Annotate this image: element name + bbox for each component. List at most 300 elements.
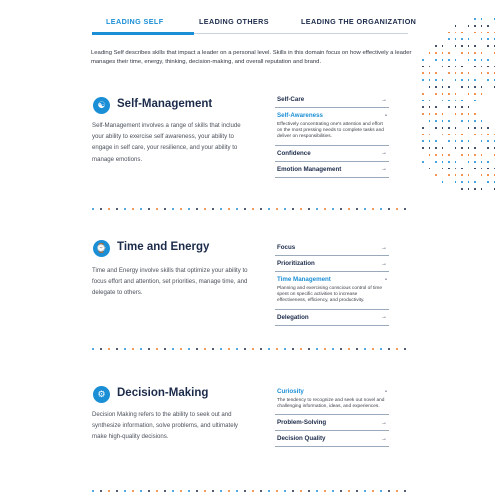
decorative-dot bbox=[292, 490, 294, 492]
accordion-item-label: Decision Quality bbox=[277, 435, 326, 443]
decorative-dot bbox=[435, 93, 437, 95]
decorative-dot bbox=[455, 72, 457, 74]
decorative-dot bbox=[340, 490, 342, 492]
decorative-dot bbox=[448, 120, 450, 122]
decorative-dot bbox=[442, 181, 444, 183]
decorative-dot bbox=[220, 490, 222, 492]
decorative-dot bbox=[435, 120, 437, 122]
accordion-item-label: Time Management bbox=[277, 276, 331, 283]
decorative-dot bbox=[481, 66, 483, 68]
decorative-dot bbox=[356, 348, 358, 350]
decorative-dot bbox=[474, 154, 476, 156]
accordion-item-time-management[interactable] bbox=[275, 272, 389, 310]
decorative-dot bbox=[324, 490, 326, 492]
decorative-dot bbox=[284, 490, 286, 492]
decorative-dot bbox=[196, 348, 198, 350]
decorative-dot bbox=[481, 120, 483, 122]
decorative-dot bbox=[276, 348, 278, 350]
decorative-dot bbox=[448, 106, 450, 108]
arrow-right-icon: → bbox=[381, 150, 387, 157]
decorative-dot bbox=[455, 106, 457, 108]
accordion-item-problem-solving[interactable] bbox=[275, 415, 389, 431]
decorative-dot bbox=[228, 490, 230, 492]
decorative-dot bbox=[340, 348, 342, 350]
decorative-dot bbox=[442, 113, 444, 115]
decorative-dot bbox=[284, 208, 286, 210]
decorative-dot bbox=[316, 208, 318, 210]
decorative-dot bbox=[132, 348, 134, 350]
decorative-dot bbox=[435, 161, 437, 163]
decorative-dot bbox=[468, 106, 470, 108]
decorative-dot bbox=[442, 52, 444, 54]
decorative-dot bbox=[429, 86, 431, 88]
decorative-dot bbox=[435, 59, 437, 61]
self-management-icon: ☯ bbox=[93, 97, 110, 114]
decorative-dot bbox=[468, 188, 470, 190]
decorative-dot bbox=[276, 490, 278, 492]
decorative-dot bbox=[124, 348, 126, 350]
decorative-dot bbox=[494, 52, 496, 54]
section-divider bbox=[92, 348, 410, 351]
skills-accordion bbox=[275, 92, 389, 178]
decorative-dot bbox=[435, 45, 437, 47]
decorative-dot bbox=[244, 348, 246, 350]
decorative-dot bbox=[474, 100, 476, 102]
decorative-dot bbox=[448, 161, 450, 163]
decorative-dot bbox=[468, 113, 470, 115]
decorative-dot bbox=[220, 208, 222, 210]
decorative-dot bbox=[448, 140, 450, 142]
decorative-dot bbox=[372, 490, 374, 492]
decorative-dot bbox=[461, 38, 463, 40]
section-description: Time and Energy involve skills that optimize your ability to focus effort and attention, set priorities, manage time, and delegate to others. bbox=[92, 267, 248, 297]
decorative-dot bbox=[388, 490, 390, 492]
decorative-dot bbox=[481, 134, 483, 136]
accordion-item-label: Problem-Solving bbox=[277, 419, 327, 427]
decorative-dot bbox=[448, 86, 450, 88]
section-divider bbox=[92, 208, 410, 211]
decorative-dot bbox=[196, 208, 198, 210]
decorative-dot bbox=[487, 32, 489, 34]
decorative-dot bbox=[196, 490, 198, 492]
decorative-dot bbox=[474, 147, 476, 149]
decorative-dot bbox=[132, 208, 134, 210]
decorative-dot bbox=[461, 168, 463, 170]
decorative-dot bbox=[481, 18, 483, 20]
decorative-dot bbox=[455, 100, 457, 102]
decorative-dot bbox=[448, 127, 450, 129]
decorative-dot bbox=[348, 490, 350, 492]
decorative-dot bbox=[468, 93, 470, 95]
decorative-dot bbox=[455, 168, 457, 170]
decorative-dot bbox=[324, 348, 326, 350]
section-decision-making bbox=[91, 383, 409, 483]
decorative-dot bbox=[474, 93, 476, 95]
accordion-item-delegation[interactable] bbox=[275, 310, 389, 326]
arrow-right-icon: → bbox=[381, 435, 387, 442]
decorative-dot bbox=[487, 72, 489, 74]
decorative-dot bbox=[422, 134, 424, 136]
decorative-dot bbox=[268, 348, 270, 350]
decorative-dot bbox=[494, 18, 496, 20]
decorative-dot bbox=[442, 100, 444, 102]
decorative-dot bbox=[455, 161, 457, 163]
decorative-dot bbox=[435, 79, 437, 81]
decorative-dot bbox=[204, 490, 206, 492]
decorative-dot bbox=[461, 181, 463, 183]
decorative-dot bbox=[429, 100, 431, 102]
time-energy-icon: ⌚ bbox=[93, 240, 110, 257]
decorative-dot bbox=[148, 208, 150, 210]
decorative-dot bbox=[461, 147, 463, 149]
decorative-dot bbox=[474, 168, 476, 170]
decision-making-icon: ⚙ bbox=[93, 386, 110, 403]
decorative-dot bbox=[442, 93, 444, 95]
decorative-dot bbox=[468, 86, 470, 88]
decorative-dot bbox=[404, 348, 406, 350]
decorative-dot bbox=[252, 208, 254, 210]
accordion-item-emotion-management[interactable] bbox=[275, 162, 389, 178]
decorative-dot bbox=[429, 79, 431, 81]
decorative-dot bbox=[474, 59, 476, 61]
decorative-dot bbox=[442, 45, 444, 47]
accordion-item-label: Confidence bbox=[277, 149, 311, 157]
decorative-dot bbox=[455, 25, 457, 27]
decorative-dot bbox=[442, 127, 444, 129]
decorative-dot bbox=[396, 348, 398, 350]
decorative-dot bbox=[364, 208, 366, 210]
decorative-dot bbox=[474, 52, 476, 54]
arrow-right-icon: → bbox=[381, 244, 387, 251]
tab-leading-others[interactable]: LEADING OTHERS bbox=[199, 17, 269, 26]
arrow-right-icon: → bbox=[381, 166, 387, 173]
decorative-dot bbox=[494, 140, 496, 142]
decorative-dot bbox=[494, 134, 496, 136]
decorative-dot bbox=[468, 120, 470, 122]
decorative-dot bbox=[461, 134, 463, 136]
decorative-dot bbox=[494, 181, 496, 183]
decorative-dot bbox=[435, 147, 437, 149]
decorative-dot bbox=[116, 490, 118, 492]
decorative-dot bbox=[220, 348, 222, 350]
decorative-dot bbox=[481, 72, 483, 74]
decorative-dot bbox=[494, 154, 496, 156]
accordion-item-prioritization[interactable] bbox=[275, 256, 389, 272]
decorative-dot bbox=[332, 208, 334, 210]
decorative-dot bbox=[468, 38, 470, 40]
decorative-dot bbox=[468, 161, 470, 163]
decorative-dot bbox=[494, 45, 496, 47]
decorative-dot bbox=[448, 72, 450, 74]
decorative-dot bbox=[204, 208, 206, 210]
decorative-dot bbox=[455, 127, 457, 129]
accordion-item-self-care[interactable] bbox=[275, 92, 389, 108]
accordion-item-label: Delegation bbox=[277, 313, 309, 321]
decorative-dot bbox=[292, 208, 294, 210]
decorative-dot bbox=[442, 120, 444, 122]
decorative-dot bbox=[448, 38, 450, 40]
decorative-dot bbox=[455, 113, 457, 115]
decorative-dot bbox=[474, 181, 476, 183]
decorative-dot bbox=[340, 208, 342, 210]
decorative-dot bbox=[429, 66, 431, 68]
decorative-dot bbox=[487, 79, 489, 81]
decorative-dot bbox=[494, 188, 496, 190]
decorative-dot bbox=[494, 174, 496, 176]
decorative-dot bbox=[324, 208, 326, 210]
decorative-dot bbox=[474, 120, 476, 122]
decorative-dot bbox=[140, 348, 142, 350]
decorative-dot bbox=[422, 140, 424, 142]
decorative-dot bbox=[494, 66, 496, 68]
decorative-dot bbox=[228, 348, 230, 350]
section-title: Self-Management bbox=[117, 98, 213, 110]
decorative-dot bbox=[372, 348, 374, 350]
decorative-dot bbox=[487, 66, 489, 68]
accordion-item-label: Curiosity bbox=[277, 388, 304, 395]
decorative-dot bbox=[252, 348, 254, 350]
decorative-dot bbox=[156, 490, 158, 492]
skills-accordion bbox=[275, 384, 389, 447]
decorative-dot bbox=[474, 45, 476, 47]
decorative-dot bbox=[494, 32, 496, 34]
decorative-dot bbox=[468, 127, 470, 129]
decorative-dot bbox=[300, 208, 302, 210]
decorative-dot bbox=[468, 52, 470, 54]
decorative-dot bbox=[461, 72, 463, 74]
decorative-dot bbox=[180, 208, 182, 210]
decorative-dot bbox=[435, 86, 437, 88]
decorative-dot bbox=[487, 174, 489, 176]
decorative-dot bbox=[448, 66, 450, 68]
tab-leading-the-organization[interactable]: LEADING THE ORGANIZATION bbox=[301, 17, 417, 26]
arrow-right-icon: → bbox=[381, 314, 387, 321]
decorative-dot bbox=[455, 59, 457, 61]
decorative-dot bbox=[422, 79, 424, 81]
accordion-item-label: Focus bbox=[277, 244, 296, 251]
decorative-dot bbox=[448, 59, 450, 61]
decorative-dot bbox=[132, 490, 134, 492]
decorative-dot bbox=[252, 490, 254, 492]
decorative-dot bbox=[435, 106, 437, 108]
decorative-dot bbox=[455, 32, 457, 34]
decorative-dot bbox=[481, 52, 483, 54]
decorative-dot bbox=[429, 154, 431, 156]
decorative-dot bbox=[124, 490, 126, 492]
decorative-dot bbox=[487, 134, 489, 136]
decorative-dot bbox=[228, 208, 230, 210]
decorative-dot bbox=[487, 161, 489, 163]
decorative-dot bbox=[435, 72, 437, 74]
decorative-dot bbox=[481, 32, 483, 34]
decorative-dot bbox=[481, 174, 483, 176]
decorative-dot bbox=[468, 79, 470, 81]
decorative-dot bbox=[108, 208, 110, 210]
decorative-dot bbox=[236, 208, 238, 210]
arrow-right-icon: → bbox=[381, 96, 387, 103]
decorative-dot bbox=[180, 348, 182, 350]
decorative-dot bbox=[435, 174, 437, 176]
decorative-dot bbox=[164, 490, 166, 492]
decorative-dot bbox=[316, 490, 318, 492]
decorative-dot bbox=[448, 174, 450, 176]
section-time-and-energy bbox=[91, 237, 409, 337]
decorative-dot bbox=[468, 174, 470, 176]
decorative-dot bbox=[140, 208, 142, 210]
decorative-dot bbox=[348, 208, 350, 210]
decorative-dot bbox=[468, 181, 470, 183]
decorative-dot-pattern bbox=[422, 18, 500, 198]
decorative-dot bbox=[429, 106, 431, 108]
accordion-item-label: Self-Care bbox=[277, 96, 305, 103]
decorative-dot bbox=[422, 127, 424, 129]
decorative-dot bbox=[435, 154, 437, 156]
decorative-dot bbox=[468, 59, 470, 61]
decorative-dot bbox=[494, 38, 496, 40]
decorative-dot bbox=[461, 32, 463, 34]
decorative-dot bbox=[474, 188, 476, 190]
decorative-dot bbox=[455, 93, 457, 95]
decorative-dot bbox=[461, 79, 463, 81]
active-tab-indicator bbox=[92, 32, 194, 35]
decorative-dot bbox=[461, 174, 463, 176]
decorative-dot bbox=[481, 59, 483, 61]
decorative-dot bbox=[148, 348, 150, 350]
decorative-dot bbox=[481, 38, 483, 40]
decorative-dot bbox=[481, 188, 483, 190]
decorative-dot bbox=[92, 208, 94, 210]
decorative-dot bbox=[236, 348, 238, 350]
decorative-dot bbox=[461, 154, 463, 156]
decorative-dot bbox=[448, 100, 450, 102]
decorative-dot bbox=[180, 490, 182, 492]
decorative-dot bbox=[487, 127, 489, 129]
decorative-dot bbox=[236, 490, 238, 492]
decorative-dot bbox=[468, 154, 470, 156]
decorative-dot bbox=[448, 134, 450, 136]
decorative-dot bbox=[468, 140, 470, 142]
decorative-dot bbox=[284, 348, 286, 350]
decorative-dot bbox=[422, 147, 424, 149]
decorative-dot bbox=[481, 154, 483, 156]
decorative-dot bbox=[292, 348, 294, 350]
decorative-dot bbox=[429, 120, 431, 122]
decorative-dot bbox=[481, 86, 483, 88]
decorative-dot bbox=[422, 106, 424, 108]
decorative-dot bbox=[429, 72, 431, 74]
decorative-dot bbox=[455, 66, 457, 68]
decorative-dot bbox=[364, 490, 366, 492]
decorative-dot bbox=[164, 208, 166, 210]
decorative-dot bbox=[100, 490, 102, 492]
decorative-dot bbox=[455, 45, 457, 47]
domain-tabs bbox=[92, 10, 417, 34]
decorative-dot bbox=[308, 490, 310, 492]
decorative-dot bbox=[108, 348, 110, 350]
decorative-dot bbox=[422, 72, 424, 74]
decorative-dot bbox=[380, 490, 382, 492]
decorative-dot bbox=[188, 208, 190, 210]
decorative-dot bbox=[448, 154, 450, 156]
decorative-dot bbox=[429, 113, 431, 115]
decorative-dot bbox=[404, 490, 406, 492]
decorative-dot bbox=[487, 25, 489, 27]
arrow-right-icon: → bbox=[381, 419, 387, 426]
decorative-dot bbox=[148, 490, 150, 492]
accordion-item-self-awareness[interactable] bbox=[275, 108, 389, 146]
decorative-dot bbox=[188, 490, 190, 492]
accordion-item-focus[interactable] bbox=[275, 240, 389, 256]
decorative-dot bbox=[474, 127, 476, 129]
decorative-dot bbox=[461, 86, 463, 88]
decorative-dot bbox=[140, 490, 142, 492]
decorative-dot bbox=[332, 490, 334, 492]
accordion-item-curiosity[interactable] bbox=[275, 384, 389, 415]
decorative-dot bbox=[308, 348, 310, 350]
minus-icon: - bbox=[385, 388, 387, 395]
skills-accordion bbox=[275, 240, 389, 326]
tab-leading-self[interactable]: LEADING SELF bbox=[106, 17, 164, 26]
decorative-dot bbox=[487, 181, 489, 183]
decorative-dot bbox=[494, 86, 496, 88]
decorative-dot bbox=[380, 348, 382, 350]
decorative-dot bbox=[212, 208, 214, 210]
accordion-item-decision-quality[interactable] bbox=[275, 431, 389, 447]
section-description: Decision Making refers to the ability to seek out and synthesize information, solve problems, and ultimately make high-quality decisions. bbox=[92, 411, 238, 441]
decorative-dot bbox=[474, 25, 476, 27]
decorative-dot bbox=[461, 188, 463, 190]
arrow-right-icon: → bbox=[381, 260, 387, 267]
decorative-dot bbox=[435, 140, 437, 142]
decorative-dot bbox=[455, 181, 457, 183]
accordion-item-confidence[interactable] bbox=[275, 146, 389, 162]
decorative-dot bbox=[429, 140, 431, 142]
decorative-dot bbox=[260, 490, 262, 492]
decorative-dot bbox=[442, 134, 444, 136]
decorative-dot bbox=[442, 59, 444, 61]
decorative-dot bbox=[474, 113, 476, 115]
decorative-dot bbox=[188, 348, 190, 350]
decorative-dot bbox=[164, 348, 166, 350]
decorative-dot bbox=[116, 348, 118, 350]
decorative-dot bbox=[455, 38, 457, 40]
decorative-dot bbox=[422, 93, 424, 95]
section-title: Time and Energy bbox=[117, 241, 210, 253]
decorative-dot bbox=[422, 66, 424, 68]
decorative-dot bbox=[461, 100, 463, 102]
accordion-item-label: Prioritization bbox=[277, 260, 315, 267]
accordion-item-description: Effectively concentrating one's attention and effort on the most pressing needs to complete tasks and deliver on responsibilities. bbox=[277, 122, 384, 140]
minus-icon: - bbox=[385, 276, 387, 283]
decorative-dot bbox=[474, 18, 476, 20]
decorative-dot bbox=[388, 208, 390, 210]
accordion-item-label: Emotion Management bbox=[277, 165, 342, 173]
decorative-dot bbox=[487, 38, 489, 40]
decorative-dot bbox=[494, 72, 496, 74]
decorative-dot bbox=[487, 168, 489, 170]
decorative-dot bbox=[461, 66, 463, 68]
decorative-dot bbox=[348, 348, 350, 350]
decorative-dot bbox=[380, 208, 382, 210]
decorative-dot bbox=[481, 140, 483, 142]
decorative-dot bbox=[260, 348, 262, 350]
decorative-dot bbox=[172, 348, 174, 350]
decorative-dot bbox=[396, 490, 398, 492]
decorative-dot bbox=[455, 140, 457, 142]
section-self-management bbox=[91, 92, 409, 202]
decorative-dot bbox=[448, 93, 450, 95]
decorative-dot bbox=[468, 72, 470, 74]
